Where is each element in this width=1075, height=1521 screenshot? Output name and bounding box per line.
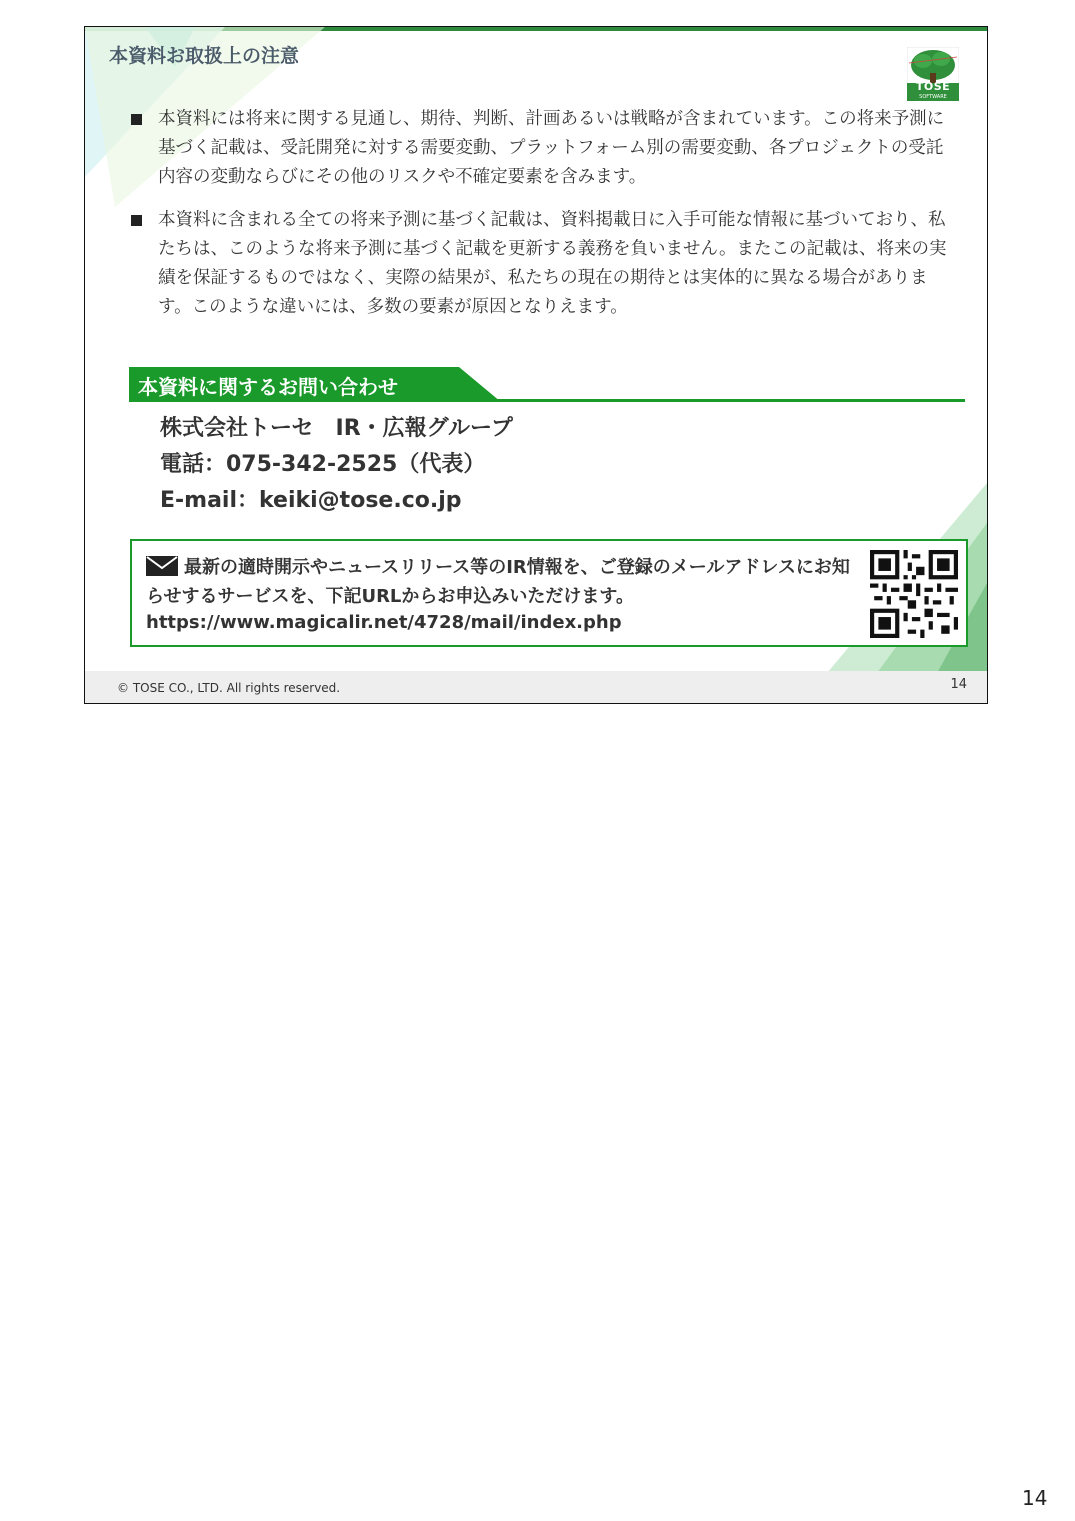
contact-section-header: [129, 367, 965, 402]
bullet-text: 本資料には将来に関する見通し、期待、判断、計画あるいは戦略が含まれています。この将来予測に基づく記載は、受託開発に対する需要変動、プラットフォーム別の需要変動、各プロジェクトの受託内容の変動ならびにその他のリスクや不確定要素を含みます。: [158, 109, 945, 187]
logo-text: TOSE: [915, 80, 951, 93]
contact-details: [160, 411, 513, 519]
square-bullet-icon: [131, 215, 142, 226]
footer-slide-number: 14: [950, 677, 967, 692]
mail-icon: [146, 556, 178, 576]
slide-footer: [85, 671, 987, 703]
slide-title: 本資料お取扱上の注意: [109, 45, 300, 67]
contact-email: E-mail：keiki@tose.co.jp: [160, 488, 462, 513]
list-item: [129, 105, 959, 192]
page-number: 14: [1022, 1486, 1048, 1510]
disclaimer-list: [129, 105, 959, 336]
qr-code-icon[interactable]: [870, 550, 958, 638]
ir-mail-info-box: [130, 539, 968, 647]
square-bullet-icon: [131, 114, 142, 125]
info-description: 最新の適時開示やニュースリリース等のIR情報を、ご登録のメールアドレスにお知らせするサービスを、下記URLからお申込みいただけます。: [146, 557, 850, 607]
contact-company: 株式会社トーセ IR・広報グループ: [160, 416, 513, 441]
footer-copyright: © TOSE CO., LTD. All rights reserved.: [117, 681, 341, 695]
bullet-text: 本資料に含まれる全ての将来予測に基づく記載は、資料掲載日に入手可能な情報に基づいており、私たちは、このような将来予測に基づく記載を更新する義務を負いません。またこの記載は、将来の実績を保証するものではなく、実際の結果が、私たちの現在の期待とは実体的に異なる場合があります。このような違いには、多数の要素が原因となりえます。: [158, 210, 947, 317]
list-item: [129, 206, 959, 322]
tree-logo-icon: [907, 47, 959, 101]
contact-phone: 電話：075-342-2525（代表）: [160, 452, 486, 477]
info-url-link[interactable]: https://www.magicalir.net/4728/mail/index.php: [146, 612, 622, 633]
slide: [84, 26, 988, 704]
logo-subtext: SOFTWARE: [919, 94, 947, 100]
info-text: [146, 553, 856, 611]
contact-header-text: 本資料に関するお問い合わせ: [138, 375, 398, 399]
